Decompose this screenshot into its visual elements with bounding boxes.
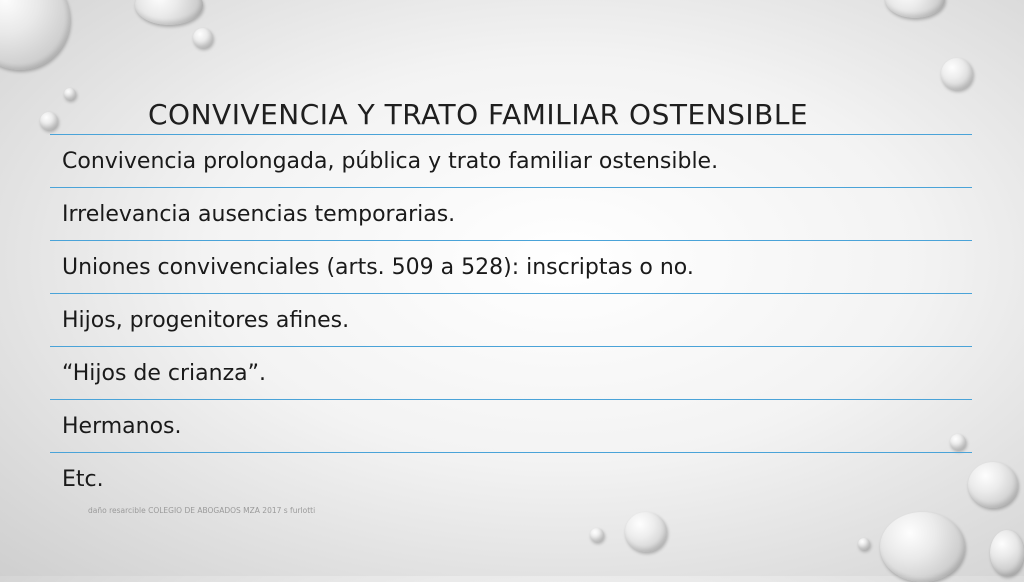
water-drop-decoration: [64, 88, 76, 100]
list-item: Hijos, progenitores afines.: [50, 293, 972, 346]
list-item: Etc.: [50, 452, 972, 505]
water-drop-decoration: [590, 528, 604, 542]
water-drop-decoration: [0, 0, 70, 70]
bullet-list: [50, 134, 972, 505]
water-drop-decoration: [990, 530, 1024, 576]
water-drop-decoration: [135, 0, 203, 25]
slide-footer: daño resarcible COLEGIO DE ABOGADOS MZA 2017 s furlotti: [88, 506, 316, 515]
slide-title: CONVIVENCIA Y TRATO FAMILIAR OSTENSIBLE: [148, 98, 809, 131]
water-drop-decoration: [625, 512, 667, 552]
list-item: “Hijos de crianza”.: [50, 346, 972, 399]
water-drop-decoration: [968, 462, 1018, 508]
water-drop-decoration: [880, 512, 965, 582]
water-drop-decoration: [40, 112, 58, 130]
list-item: Irrelevancia ausencias temporarias.: [50, 187, 972, 240]
water-drop-decoration: [193, 28, 213, 48]
list-item: Hermanos.: [50, 399, 972, 452]
water-drop-decoration: [858, 538, 870, 550]
water-drop-decoration: [885, 0, 945, 18]
list-item: Uniones convivenciales (arts. 509 a 528): inscriptas o no.: [50, 240, 972, 293]
list-item: Convivencia prolongada, pública y trato familiar ostensible.: [50, 134, 972, 187]
water-drop-decoration: [941, 58, 973, 90]
